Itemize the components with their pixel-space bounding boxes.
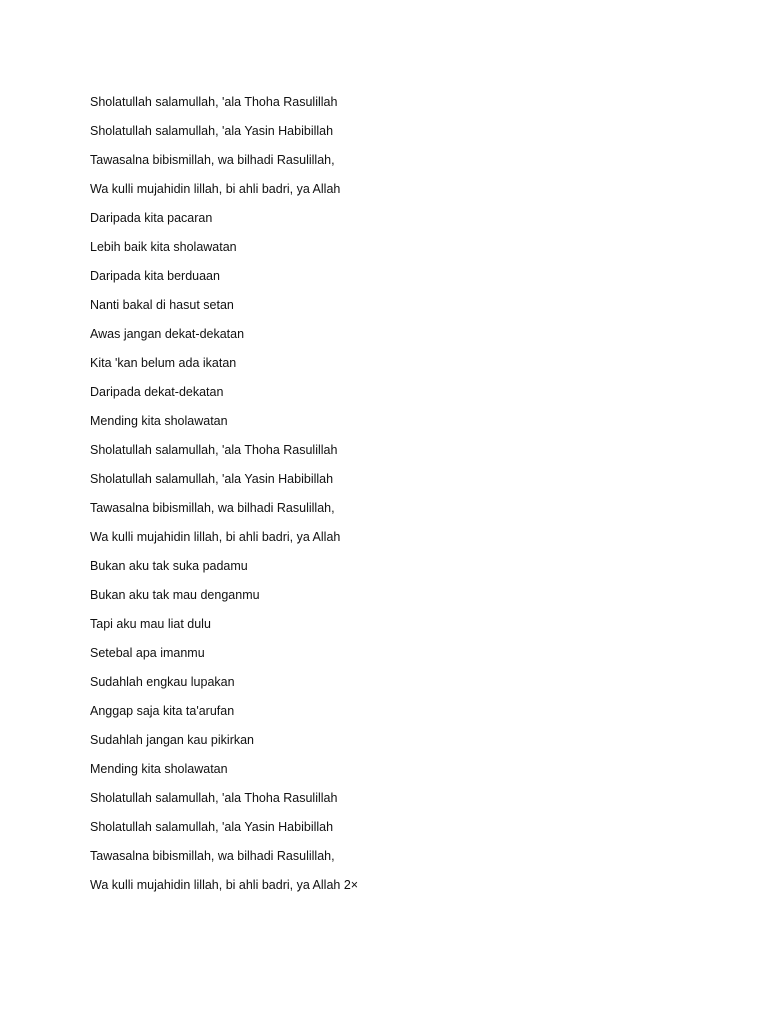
- lyric-line: Bukan aku tak mau denganmu: [90, 588, 260, 602]
- lyrics-text: [90, 92, 358, 904]
- lyric-line: Sholatullah salamullah, 'ala Thoha Rasulillah: [90, 791, 338, 805]
- lyric-line: Mending kita sholawatan: [90, 414, 228, 428]
- lyric-line: Anggap saja kita ta'arufan: [90, 704, 235, 718]
- lyric-line: Sholatullah salamullah, 'ala Yasin Habibillah: [90, 472, 334, 486]
- lyric-line: Sudahlah jangan kau pikirkan: [90, 733, 255, 747]
- lyric-line: Wa kulli mujahidin lillah, bi ahli badri, ya Allah: [90, 530, 341, 544]
- lyric-line: Sholatullah salamullah, 'ala Thoha Rasulillah: [90, 95, 338, 109]
- lyric-line: Sholatullah salamullah, 'ala Yasin Habibillah: [90, 124, 334, 138]
- lyric-line: Tawasalna bibismillah, wa bilhadi Rasulillah,: [90, 849, 335, 863]
- lyric-line: Tapi aku mau liat dulu: [90, 617, 211, 631]
- lyric-line: Sholatullah salamullah, 'ala Yasin Habibillah: [90, 820, 334, 834]
- lyric-line: Sholatullah salamullah, 'ala Thoha Rasulillah: [90, 443, 338, 457]
- lyric-line: Nanti bakal di hasut setan: [90, 298, 234, 312]
- lyric-line: Tawasalna bibismillah, wa bilhadi Rasulillah,: [90, 501, 335, 515]
- lyric-line: Setebal apa imanmu: [90, 646, 205, 660]
- lyric-line: Wa kulli mujahidin lillah, bi ahli badri, ya Allah 2×: [90, 878, 359, 892]
- lyric-line: Daripada kita pacaran: [90, 211, 213, 225]
- lyric-line: Sudahlah engkau lupakan: [90, 675, 235, 689]
- lyric-line: Bukan aku tak suka padamu: [90, 559, 248, 573]
- lyric-line: Lebih baik kita sholawatan: [90, 240, 237, 254]
- lyric-line: Awas jangan dekat-dekatan: [90, 327, 245, 341]
- lyric-line: Tawasalna bibismillah, wa bilhadi Rasulillah,: [90, 153, 335, 167]
- lyric-line: Mending kita sholawatan: [90, 762, 228, 776]
- lyric-line: Daripada kita berduaan: [90, 269, 220, 283]
- lyric-line: Wa kulli mujahidin lillah, bi ahli badri, ya Allah: [90, 182, 341, 196]
- lyric-line: Daripada dekat-dekatan: [90, 385, 224, 399]
- lyric-line: Kita 'kan belum ada ikatan: [90, 356, 237, 370]
